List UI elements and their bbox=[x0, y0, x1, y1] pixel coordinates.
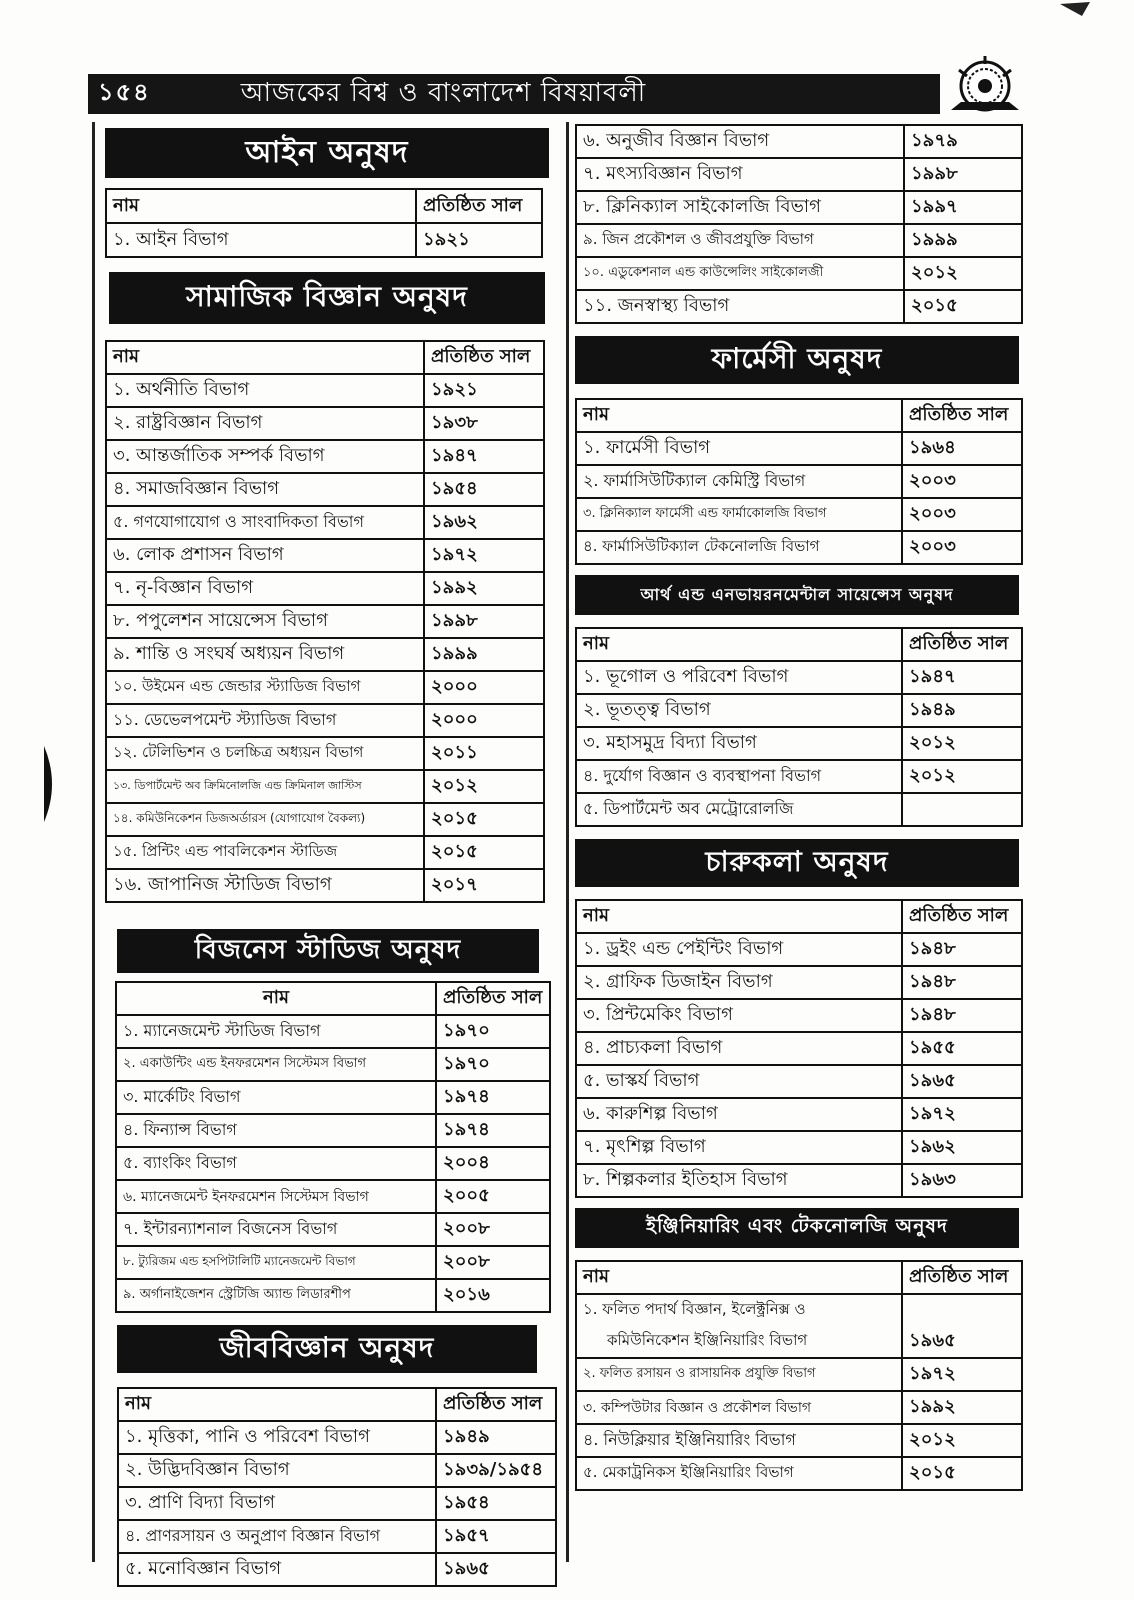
dept-year: ১৯৬৩ bbox=[902, 1164, 1022, 1197]
table-row bbox=[576, 1358, 1022, 1391]
dept-name: ৭. মৎস্যবিজ্ঞান বিভাগ bbox=[576, 158, 904, 191]
book-title: আজকের বিশ্ব ও বাংলাদেশ বিষয়াবলী bbox=[240, 78, 647, 108]
dept-year: ১৯৪৮ bbox=[902, 999, 1022, 1032]
table-biology bbox=[117, 1387, 557, 1587]
dept-year: ১৯৯৯ bbox=[904, 224, 1022, 257]
side-scan-mark bbox=[42, 746, 60, 822]
dept-year: ১৯৭০ bbox=[436, 1015, 550, 1048]
dept-name: ৫. ডিপার্টমেন্ট অব মেট্রোরোলজি bbox=[576, 793, 902, 826]
table-row bbox=[576, 661, 1022, 694]
col-header-year: প্রতিষ্ঠিত সাল bbox=[436, 1388, 556, 1421]
table-row bbox=[576, 966, 1022, 999]
table-row bbox=[116, 1246, 550, 1279]
table-row bbox=[106, 374, 544, 407]
page-number: ১৫৪ bbox=[98, 78, 151, 106]
col-header-name: নাম bbox=[576, 900, 902, 933]
dept-year: ১৯৭২ bbox=[902, 1358, 1022, 1391]
section-heading-engineering: ইঞ্জিনিয়ারিং এবং টেকনোলজি অনুষদ bbox=[575, 1208, 1019, 1248]
dept-name: ৮. ক্লিনিক্যাল সাইকোলজি বিভাগ bbox=[576, 191, 904, 224]
dept-year: ২০১৫ bbox=[424, 803, 544, 836]
dept-name: ১. ড্রইং এন্ড পেইন্টিং বিভাগ bbox=[576, 933, 902, 966]
section-heading-pharmacy: ফার্মেসী অনুষদ bbox=[575, 336, 1019, 384]
dept-name: ১০. উইমেন এন্ড জেন্ডার স্ট্যাডিজ বিভাগ bbox=[106, 671, 424, 704]
dept-year: ১৯৯৭ bbox=[904, 191, 1022, 224]
dept-name: ২. গ্রাফিক ডিজাইন বিভাগ bbox=[576, 966, 902, 999]
dept-name: ১. ম্যানেজমেন্ট স্টাডিজ বিভাগ bbox=[116, 1015, 436, 1048]
table-row bbox=[106, 836, 544, 869]
dept-name: ৭. নৃ-বিজ্ঞান বিভাগ bbox=[106, 572, 424, 605]
dept-name: ৬. ম্যানেজমেন্ট ইনফরমেশন সিস্টেমস বিভাগ bbox=[116, 1180, 436, 1213]
table-row bbox=[106, 440, 544, 473]
section-heading-business: বিজনেস স্টাডিজ অনুষদ bbox=[117, 929, 539, 973]
table-row bbox=[106, 704, 544, 737]
col-header-year: প্রতিষ্ঠিত সাল bbox=[436, 982, 550, 1015]
dept-name: ৯. জিন প্রকৌশল ও জীবপ্রযুক্তি বিভাগ bbox=[576, 224, 904, 257]
table-row bbox=[106, 671, 544, 704]
dept-year: ২০০৮ bbox=[436, 1213, 550, 1246]
col-header-year: প্রতিষ্ঠিত সাল bbox=[902, 628, 1022, 661]
dept-year: ২০১২ bbox=[904, 257, 1022, 290]
table-row bbox=[576, 432, 1022, 465]
dept-year: ২০১২ bbox=[902, 727, 1022, 760]
dept-year: ১৯২১ bbox=[416, 223, 542, 257]
dept-year: ২০০০ bbox=[424, 704, 544, 737]
dept-year: ২০১৭ bbox=[424, 869, 544, 902]
dept-year: ১৯৭৯ bbox=[904, 125, 1022, 158]
dept-name: ১৩. ডিপার্টমেন্ট অব ক্রিমিনোলজি এন্ড ক্রিমিনাল জাস্টিস bbox=[106, 770, 424, 803]
dept-name: ১. ভূগোল ও পরিবেশ বিভাগ bbox=[576, 661, 902, 694]
table-earth bbox=[575, 627, 1023, 827]
table-row bbox=[576, 1294, 1022, 1326]
dept-name: ২. উদ্ভিদবিজ্ঞান বিভাগ bbox=[118, 1454, 436, 1487]
table-row bbox=[576, 1065, 1022, 1098]
dept-year: ১৯৯২ bbox=[424, 572, 544, 605]
section-heading-social-science: সামাজিক বিজ্ঞান অনুষদ bbox=[109, 272, 545, 324]
dept-name: ১৫. প্রিন্টিং এন্ড পাবলিকেশন স্টাডিজ bbox=[106, 836, 424, 869]
table-header-row bbox=[118, 1388, 556, 1421]
dept-name: ৭. মৃৎশিল্প বিভাগ bbox=[576, 1131, 902, 1164]
dept-year: ১৯৯২ bbox=[902, 1391, 1022, 1424]
table-row bbox=[116, 1147, 550, 1180]
table-row bbox=[576, 793, 1022, 826]
dept-name: ৩. মার্কেটিং বিভাগ bbox=[116, 1081, 436, 1114]
dept-year: ১৯৬৪ bbox=[902, 432, 1022, 465]
col-header-year: প্রতিষ্ঠিত সাল bbox=[416, 189, 542, 223]
dept-year: ১৯৭২ bbox=[424, 539, 544, 572]
table-row bbox=[576, 1424, 1022, 1457]
dept-year: ২০১৫ bbox=[902, 1457, 1022, 1490]
table-social-science bbox=[105, 340, 545, 903]
dept-year: ১৯৭০ bbox=[436, 1048, 550, 1081]
table-row bbox=[576, 465, 1022, 498]
dept-year: ১৯৪৯ bbox=[902, 694, 1022, 727]
section-heading-biology: জীববিজ্ঞান অনুষদ bbox=[117, 1325, 537, 1373]
right-column bbox=[566, 122, 1035, 1562]
dept-name: ৯. শান্তি ও সংঘর্ষ অধ্যয়ন বিভাগ bbox=[106, 638, 424, 671]
table-row bbox=[118, 1553, 556, 1586]
table-row bbox=[576, 1326, 1022, 1358]
table-row bbox=[576, 694, 1022, 727]
dept-name: ১১. জনস্বাস্থ্য বিভাগ bbox=[576, 290, 904, 323]
dept-name: ৩. কম্পিউটার বিজ্ঞান ও প্রকৌশল বিভাগ bbox=[576, 1391, 902, 1424]
table-row bbox=[118, 1421, 556, 1454]
dept-year: ২০০৫ bbox=[436, 1180, 550, 1213]
left-column bbox=[92, 122, 573, 1579]
table-row bbox=[116, 1048, 550, 1081]
dept-year: ১৯৭৪ bbox=[436, 1114, 550, 1147]
corner-scan-mark bbox=[1060, 0, 1090, 18]
dept-year: ২০০৪ bbox=[436, 1147, 550, 1180]
table-row bbox=[106, 473, 544, 506]
dept-name: ৩. মহাসমুদ্র বিদ্যা বিভাগ bbox=[576, 727, 902, 760]
table-row bbox=[106, 605, 544, 638]
dept-year: ২০১৫ bbox=[424, 836, 544, 869]
dept-name: ৩. প্রিন্টমেকিং বিভাগ bbox=[576, 999, 902, 1032]
dept-name: ৯. অর্গানাইজেশন স্ট্রেটিজি অ্যান্ড লিডারশীপ bbox=[116, 1279, 436, 1312]
dept-year bbox=[902, 1294, 1022, 1326]
dept-year: ১৯৭২ bbox=[902, 1098, 1022, 1131]
dept-name: ৮. ট্যুরিজম এন্ড হসপিটালিটি ম্যানেজমেন্ট বিভাগ bbox=[116, 1246, 436, 1279]
dept-name: ২. রাষ্ট্রবিজ্ঞান বিভাগ bbox=[106, 407, 424, 440]
table-row bbox=[576, 1098, 1022, 1131]
dept-name: ১৬. জাপানিজ স্টাডিজ বিভাগ bbox=[106, 869, 424, 902]
table-row bbox=[576, 224, 1022, 257]
table-row bbox=[106, 770, 544, 803]
table-row bbox=[118, 1454, 556, 1487]
table-row bbox=[576, 1457, 1022, 1490]
table-row bbox=[576, 727, 1022, 760]
dept-name: ৭. ইন্টারন্যাশনাল বিজনেস বিভাগ bbox=[116, 1213, 436, 1246]
dept-name: ১. অর্থনীতি বিভাগ bbox=[106, 374, 424, 407]
table-row bbox=[116, 1015, 550, 1048]
dept-name: ৩. আন্তর্জাতিক সম্পর্ক বিভাগ bbox=[106, 440, 424, 473]
table-row bbox=[118, 1487, 556, 1520]
dept-name: ১. মৃত্তিকা, পানি ও পরিবেশ বিভাগ bbox=[118, 1421, 436, 1454]
dept-name: ৪. সমাজবিজ্ঞান বিভাগ bbox=[106, 473, 424, 506]
dept-year: ২০১৬ bbox=[436, 1279, 550, 1312]
dept-year: ১৯৫৪ bbox=[424, 473, 544, 506]
dept-name: ৬. লোক প্রশাসন বিভাগ bbox=[106, 539, 424, 572]
table-row bbox=[106, 869, 544, 902]
section-heading-fine-arts: চারুকলা অনুষদ bbox=[575, 839, 1019, 887]
table-row bbox=[106, 737, 544, 770]
col-header-name: নাম bbox=[116, 982, 436, 1015]
col-header-year: প্রতিষ্ঠিত সাল bbox=[902, 1261, 1022, 1294]
table-row bbox=[116, 1081, 550, 1114]
table-row bbox=[576, 760, 1022, 793]
col-header-year: প্রতিষ্ঠিত সাল bbox=[902, 399, 1022, 432]
dept-name: ২. ভূতত্ত্ব বিভাগ bbox=[576, 694, 902, 727]
dept-name: ৫. মনোবিজ্ঞান বিভাগ bbox=[118, 1553, 436, 1586]
table-row bbox=[576, 158, 1022, 191]
dept-name: ৪. প্রাণরসায়ন ও অনুপ্রাণ বিজ্ঞান বিভাগ bbox=[118, 1520, 436, 1553]
dept-name: ৪. নিউক্লিয়ার ইঞ্জিনিয়ারিং বিভাগ bbox=[576, 1424, 902, 1457]
dept-year: ২০০৩ bbox=[902, 498, 1022, 531]
table-row bbox=[118, 1520, 556, 1553]
dept-name: ৩. ক্লিনিক্যাল ফার্মেসী এন্ড ফার্মাকোলজি বিভাগ bbox=[576, 498, 902, 531]
table-header-row bbox=[106, 341, 544, 374]
dept-name: ১৪. কমিউনিকেশন ডিজঅর্ডারস (যোগাযোগ বৈকল্য) bbox=[106, 803, 424, 836]
dept-year: ১৯৪৯ bbox=[436, 1421, 556, 1454]
table-row bbox=[106, 803, 544, 836]
table-row bbox=[576, 1131, 1022, 1164]
table-biology-continued bbox=[575, 124, 1023, 324]
dept-year: ১৯৩৯/১৯৫৪ bbox=[436, 1454, 556, 1487]
table-row bbox=[116, 1213, 550, 1246]
col-header-year: প্রতিষ্ঠিত সাল bbox=[424, 341, 544, 374]
dept-year: ২০১২ bbox=[902, 1424, 1022, 1457]
table-row bbox=[116, 1180, 550, 1213]
dept-year: ১৯৯৮ bbox=[904, 158, 1022, 191]
dept-name: ১০. এডুকেশনাল এন্ড কাউন্সেলিং সাইকোলজী bbox=[576, 257, 904, 290]
table-law bbox=[105, 188, 543, 258]
table-row bbox=[576, 999, 1022, 1032]
table-row bbox=[106, 506, 544, 539]
table-header-row bbox=[576, 900, 1022, 933]
dept-year: ১৯৯৮ bbox=[424, 605, 544, 638]
table-row bbox=[576, 125, 1022, 158]
table-engineering bbox=[575, 1260, 1023, 1491]
table-row bbox=[576, 933, 1022, 966]
dept-year: ১৯৩৮ bbox=[424, 407, 544, 440]
col-header-name: নাম bbox=[576, 399, 902, 432]
dept-name: ৫. গণযোগাযোগ ও সাংবাদিকতা বিভাগ bbox=[106, 506, 424, 539]
table-header-row bbox=[576, 628, 1022, 661]
table-row bbox=[106, 572, 544, 605]
table-header-row bbox=[106, 189, 542, 223]
dept-name: ৮. পপুলেশন সায়েন্সেস বিভাগ bbox=[106, 605, 424, 638]
dept-name: ৫. মেকাট্রনিকস ইঞ্জিনিয়ারিং বিভাগ bbox=[576, 1457, 902, 1490]
col-header-name: নাম bbox=[106, 341, 424, 374]
dept-name: ৫. ব্যাংকিং বিভাগ bbox=[116, 1147, 436, 1180]
table-row bbox=[576, 1032, 1022, 1065]
table-row bbox=[106, 638, 544, 671]
table-header-row bbox=[116, 982, 550, 1015]
dept-name: ৩. প্রাণি বিদ্যা বিভাগ bbox=[118, 1487, 436, 1520]
dept-year: ২০১২ bbox=[902, 760, 1022, 793]
table-row bbox=[106, 407, 544, 440]
dept-year: ১৯৪৮ bbox=[902, 966, 1022, 999]
table-row bbox=[576, 498, 1022, 531]
table-row bbox=[106, 223, 542, 257]
dept-year: ১৯২১ bbox=[424, 374, 544, 407]
dept-year: ২০১১ bbox=[424, 737, 544, 770]
table-row bbox=[106, 539, 544, 572]
dept-year: ১৯৯৯ bbox=[424, 638, 544, 671]
dept-name: ২. একাউন্টিং এন্ড ইনফরমেশন সিস্টেমস বিভাগ bbox=[116, 1048, 436, 1081]
dept-name: ৪. দুর্যোগ বিজ্ঞান ও ব্যবস্থাপনা বিভাগ bbox=[576, 760, 902, 793]
dept-name: ৬. অনুজীব বিজ্ঞান বিভাগ bbox=[576, 125, 904, 158]
dept-year: ১৯৫৪ bbox=[436, 1487, 556, 1520]
dept-year: ১৯৪৭ bbox=[902, 661, 1022, 694]
table-header-row bbox=[576, 1261, 1022, 1294]
table-row bbox=[576, 1391, 1022, 1424]
dept-year: ১৯৭৪ bbox=[436, 1081, 550, 1114]
dept-name: ১. ফলিত পদার্থ বিজ্ঞান, ইলেক্ট্রনিক্স ও bbox=[576, 1294, 902, 1326]
dept-year: ২০১২ bbox=[424, 770, 544, 803]
table-row bbox=[576, 1164, 1022, 1197]
table-row bbox=[576, 191, 1022, 224]
emblem-logo bbox=[945, 52, 1025, 114]
dept-year: ২০০৩ bbox=[902, 531, 1022, 564]
col-header-name: নাম bbox=[576, 628, 902, 661]
dept-year: ১৯৬২ bbox=[902, 1131, 1022, 1164]
section-heading-earth: আর্থ এন্ড এনভায়রনমেন্টাল সায়েন্সেস অনুষদ bbox=[575, 575, 1019, 615]
col-header-name: নাম bbox=[118, 1388, 436, 1421]
table-row bbox=[116, 1279, 550, 1312]
dept-name: ২. ফলিত রসায়ন ও রাসায়নিক প্রযুক্তি বিভাগ bbox=[576, 1358, 902, 1391]
table-row bbox=[576, 290, 1022, 323]
page-header bbox=[88, 74, 940, 114]
table-row bbox=[576, 257, 1022, 290]
dept-name: ৪. ফার্মাসিউটিক্যাল টেকনোলজি বিভাগ bbox=[576, 531, 902, 564]
dept-year: ১৯৫৫ bbox=[902, 1032, 1022, 1065]
dept-year: ১৯৬২ bbox=[424, 506, 544, 539]
table-row bbox=[576, 531, 1022, 564]
dept-name: ৬. কারুশিল্প বিভাগ bbox=[576, 1098, 902, 1131]
col-header-year: প্রতিষ্ঠিত সাল bbox=[902, 900, 1022, 933]
dept-year: ১৯৪৭ bbox=[424, 440, 544, 473]
dept-year: ১৯৫৭ bbox=[436, 1520, 556, 1553]
table-business bbox=[115, 981, 551, 1313]
dept-year: ২০০৮ bbox=[436, 1246, 550, 1279]
dept-name: ২. ফার্মাসিউটিক্যাল কেমিস্ট্রি বিভাগ bbox=[576, 465, 902, 498]
col-header-name: নাম bbox=[106, 189, 416, 223]
dept-year: ২০১৫ bbox=[904, 290, 1022, 323]
dept-name: ১১. ডেভেলপমেন্ট স্ট্যাডিজ বিভাগ bbox=[106, 704, 424, 737]
dept-name: ৫. ভাস্কর্য বিভাগ bbox=[576, 1065, 902, 1098]
dept-name: ১. ফার্মেসী বিভাগ bbox=[576, 432, 902, 465]
table-row bbox=[116, 1114, 550, 1147]
dept-name: ১. আইন বিভাগ bbox=[106, 223, 416, 257]
dept-year: ২০০৩ bbox=[902, 465, 1022, 498]
table-pharmacy bbox=[575, 398, 1023, 565]
dept-name: কমিউনিকেশন ইঞ্জিনিয়ারিং বিভাগ bbox=[576, 1326, 902, 1358]
dept-name: ১২. টেলিভিশন ও চলচ্চিত্র অধ্যয়ন বিভাগ bbox=[106, 737, 424, 770]
dept-year: ২০০০ bbox=[424, 671, 544, 704]
table-fine-arts bbox=[575, 899, 1023, 1198]
section-heading-law: আইন অনুষদ bbox=[105, 128, 549, 178]
col-header-name: নাম bbox=[576, 1261, 902, 1294]
dept-year: ১৯৬৫ bbox=[902, 1065, 1022, 1098]
table-header-row bbox=[576, 399, 1022, 432]
dept-year: ১৯৪৮ bbox=[902, 933, 1022, 966]
dept-name: ৮. শিল্পকলার ইতিহাস বিভাগ bbox=[576, 1164, 902, 1197]
dept-name: ৪. প্রাচ্যকলা বিভাগ bbox=[576, 1032, 902, 1065]
dept-year: ১৯৬৫ bbox=[436, 1553, 556, 1586]
dept-name: ৪. ফিন্যান্স বিভাগ bbox=[116, 1114, 436, 1147]
dept-year: ১৯৬৫ bbox=[902, 1326, 1022, 1358]
dept-year bbox=[902, 793, 1022, 826]
